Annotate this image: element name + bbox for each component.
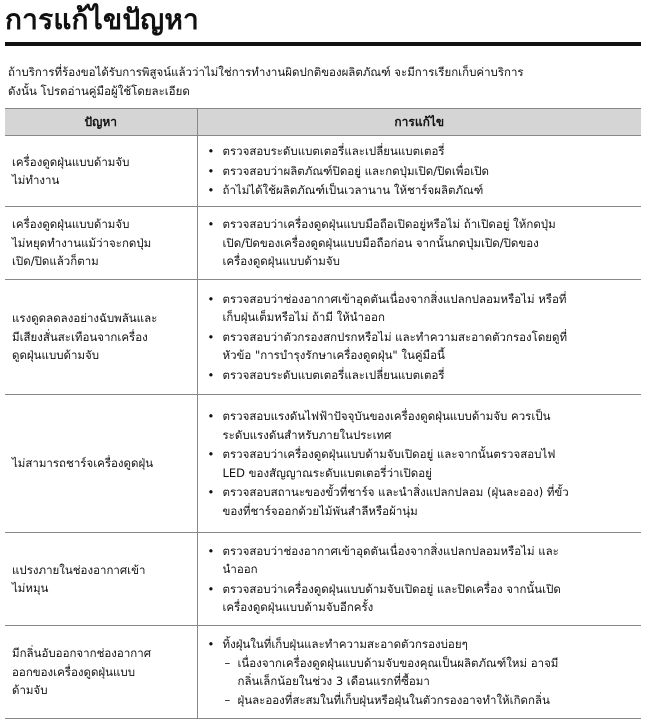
problem-line: ไม่สามารถชาร์จเครื่องดูดฝุ่น xyxy=(12,456,154,471)
problem-line: มีเสียงสั่นสะเทือนจากเครื่อง xyxy=(12,329,148,344)
page-title: การแก้ไขปัญหา xyxy=(5,3,199,36)
solution-line: หัวข้อ "การบำรุงรักษาเครื่องดูดฝุ่น" ในคู่มือนี้ xyxy=(222,348,445,363)
table-row xyxy=(5,280,641,395)
solution-line: ตรวจสอบว่าผลิตภัณฑ์ปิดอยู่ และกดปุ่มเปิด/ปิดเพื่อเปิด xyxy=(222,163,490,178)
solution-item xyxy=(198,580,638,617)
solution-line: LED ของสัญญาณระดับแบตเตอรี่ว่าเปิดอยู่ xyxy=(222,465,432,480)
bullet-dot-icon: • xyxy=(207,637,215,651)
dash-icon: – xyxy=(224,655,231,670)
solution-item xyxy=(198,445,638,482)
solution-line: กลิ่นเล็กน้อยในช่วง 3 เดือนแรกที่ซื้อมา xyxy=(237,674,430,688)
solution-line: ทิ้งฝุ่นในที่เก็บฝุ่นและทำความสะอาดตัวกรองบ่อยๆ xyxy=(222,637,468,651)
solution-cell xyxy=(197,395,641,533)
table-row xyxy=(5,136,641,207)
solution-item xyxy=(198,142,638,161)
solution-line: เนื่องจากเครื่องดูดฝุ่นแบบด้ามจับของคุณเป็นผลิตภัณฑ์ใหม่ อาจมี xyxy=(237,655,559,670)
solution-line: ตรวจสอบว่าตัวกรองสกปรกหรือไม่ และทำความสะอาดตัวกรองโดยดูที่ xyxy=(222,329,568,344)
column-header-problem: ปัญหา xyxy=(5,109,197,136)
sub-solution-item xyxy=(223,691,638,710)
solution-line: ตรวจสอบสถานะของขั้วที่ชาร์จ และนำสิ่งแปลกปลอม (ฝุ่นละออง) ที่ขั้ว xyxy=(222,485,569,499)
bullet-dot-icon: • xyxy=(207,144,215,159)
solution-item xyxy=(198,162,638,181)
problem-line: ไม่หมุน xyxy=(12,581,49,595)
intro-line: ดังนั้น โปรดอ่านคู่มือผู้ใช้โดยละเอียด xyxy=(8,84,190,98)
solution-line: ฝุ่นละอองที่สะสมในที่เก็บฝุ่นหรือฝุ่นในตัวกรองอาจทำให้เกิดกลิ่น xyxy=(237,692,550,707)
solution-line: ระดับแรงดันสำหรับภายในประเทศ xyxy=(222,427,392,442)
solution-line: ตรวจสอบระดับแบตเตอรี่และเปลี่ยนแบตเตอรี่ xyxy=(222,144,445,159)
solution-line: เครื่องดูดฝุ่นแบบด้ามจับอีกครั้ง xyxy=(222,600,374,614)
solution-line: ถ้าไม่ได้ใช้ผลิตภัณฑ์เป็นเวลานาน ให้ชาร์จผลิตภัณฑ์ xyxy=(222,183,484,198)
troubleshooting-table xyxy=(5,108,641,719)
intro-paragraph xyxy=(8,63,638,101)
solution-list xyxy=(198,215,638,271)
problem-cell xyxy=(5,533,197,626)
solution-list xyxy=(198,407,638,520)
solution-line: เครื่องดูดฝุ่นแบบด้ามจับ xyxy=(222,254,340,269)
table-header-row xyxy=(5,109,641,136)
solution-item xyxy=(198,328,638,365)
solution-item xyxy=(198,290,638,327)
solution-item xyxy=(198,366,638,385)
problem-cell xyxy=(5,626,197,719)
problem-line: แรงดูดลดลงอย่างฉับพลันและ xyxy=(12,311,158,326)
bullet-dot-icon: • xyxy=(207,217,215,232)
sub-solution-list xyxy=(223,654,638,710)
solution-line: นำออก xyxy=(222,562,258,576)
solution-list xyxy=(198,635,638,709)
problem-line: เครื่องดูดฝุ่นแบบด้ามจับ xyxy=(12,154,130,169)
problem-line: มีกลิ่นอับออกจากช่องอากาศ xyxy=(12,646,152,661)
sub-solution-item xyxy=(223,654,638,691)
bullet-dot-icon: • xyxy=(207,183,215,198)
solution-cell xyxy=(197,626,641,719)
table-row xyxy=(5,533,641,626)
solution-line: ตรวจสอบว่าช่องอากาศเข้าอุดตันเนื่องจากสิ่งแปลกปลอมหรือไม่ หรือที่ xyxy=(222,291,567,306)
solution-line: ของที่ชาร์จออกด้วยไม้พันสำลีหรือผ้านุ่ม xyxy=(222,503,418,518)
problem-cell xyxy=(5,136,197,207)
problem-line: ด้ามจับ xyxy=(12,683,48,698)
solution-list xyxy=(198,542,638,617)
bullet-dot-icon: • xyxy=(207,367,215,382)
solution-item xyxy=(198,215,638,271)
title-divider xyxy=(5,42,641,46)
solution-cell xyxy=(197,280,641,395)
problem-line: ออกของเครื่องดูดฝุ่นแบบ xyxy=(12,664,136,679)
problem-line: แปรงภายในช่องอากาศเข้า xyxy=(12,562,146,577)
problem-cell xyxy=(5,280,197,395)
dash-icon: – xyxy=(224,692,231,707)
solution-list xyxy=(198,142,638,200)
problem-cell xyxy=(5,395,197,533)
solution-line: ตรวจสอบว่าเครื่องดูดฝุ่นแบบด้ามจับเปิดอยู่ และปิดเครื่อง จากนั้นเปิด xyxy=(222,581,561,596)
solution-line: ตรวจสอบว่าเครื่องดูดฝุ่นแบบด้ามจับเปิดอยู่ และจากนั้นตรวจสอบไฟ xyxy=(222,447,556,461)
problem-line: ดูดฝุ่นแบบด้ามจับ xyxy=(12,348,100,363)
solution-line: ตรวจสอบว่าเครื่องดูดฝุ่นแบบมือถือเปิดอยู่หรือไม่ ถ้าเปิดอยู่ ให้กดปุ่ม xyxy=(222,217,556,232)
bullet-dot-icon: • xyxy=(207,447,215,461)
table-row xyxy=(5,207,641,280)
problem-cell xyxy=(5,207,197,280)
solution-line: ตรวจสอบแรงดันไฟฟ้าปัจจุบันของเครื่องดูดฝุ่นแบบด้ามจับ ควรเป็น xyxy=(222,409,551,423)
table-row xyxy=(5,395,641,533)
problem-line: เปิด/ปิดแล้วก็ตาม xyxy=(12,254,99,269)
solution-cell xyxy=(197,207,641,280)
solution-item xyxy=(198,407,638,444)
bullet-dot-icon: • xyxy=(207,409,215,423)
solution-cell xyxy=(197,136,641,207)
bullet-dot-icon: • xyxy=(207,581,215,596)
problem-line: เครื่องดูดฝุ่นแบบด้ามจับ xyxy=(12,217,130,232)
intro-line: ถ้าบริการที่ร้องขอได้รับการพิสูจน์แล้วว่าไม่ใช่การทำงานผิดปกติของผลิตภัณฑ์ จะมีการเรียกเก็บค่าบริการ xyxy=(8,65,524,79)
solution-list xyxy=(198,290,638,385)
table-row xyxy=(5,626,641,719)
bullet-dot-icon: • xyxy=(207,485,215,499)
solution-item xyxy=(198,181,638,200)
solution-line: เก็บฝุ่นเต็มหรือไม่ ถ้ามี ให้นำออก xyxy=(222,310,385,325)
problem-line: ไม่หยุดทำงานแม้ว่าจะกดปุ่ม xyxy=(12,235,152,250)
problem-line: ไม่ทำงาน xyxy=(12,173,60,187)
solution-cell xyxy=(197,533,641,626)
solution-item xyxy=(198,542,638,579)
bullet-dot-icon: • xyxy=(207,543,215,558)
bullet-dot-icon: • xyxy=(207,163,215,178)
bullet-dot-icon: • xyxy=(207,291,215,306)
bullet-dot-icon: • xyxy=(207,329,215,344)
solution-line: ตรวจสอบว่าช่องอากาศเข้าอุดตันเนื่องจากสิ่งแปลกปลอมหรือไม่ และ xyxy=(222,543,559,558)
solution-line: ตรวจสอบระดับแบตเตอรี่และเปลี่ยนแบตเตอรี่ xyxy=(222,367,445,382)
solution-item xyxy=(198,635,638,709)
column-header-solution: การแก้ไข xyxy=(197,109,641,136)
solution-item xyxy=(198,483,638,520)
solution-line: เปิด/ปิดของเครื่องดูดฝุ่นแบบมือถือก่อน จากนั้นกดปุ่มเปิด/ปิดของ xyxy=(222,235,539,250)
